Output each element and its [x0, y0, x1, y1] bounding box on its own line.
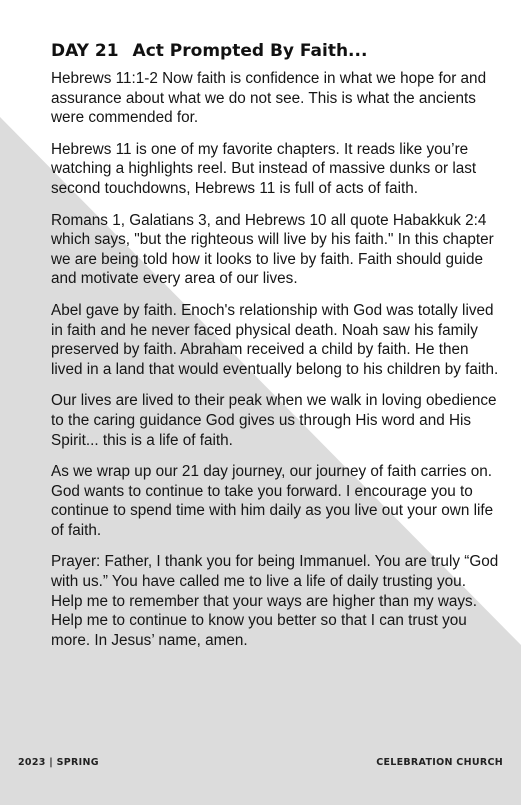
day-label: DAY 21	[51, 41, 119, 61]
paragraph-prayer: Prayer: Father, I thank you for being Immanuel. You are truly “God with us.” You have called me to live a life of daily trusting you. Help me to remember that your ways are higher than my ways. Help me to continue to know you better so that I can trust you more. In Jesus’ name, amen.	[51, 553, 499, 649]
paragraph-examples-of-faith: Abel gave by faith. Enoch's relationship with God was totally lived in faith and he never faced physical death. Noah saw his family preserved by faith. Abraham received a child by faith. He then lived in a land that would eventually belong to his children by faith.	[51, 301, 499, 378]
paragraph-habakkuk: Romans 1, Galatians 3, and Hebrews 10 all quote Habakkuk 2:4 which says, "but the righteous will live by his faith." In this chapter we are being told how it looks to live by faith. Faith should guide and motivate every area of our lives.	[51, 211, 494, 288]
title-text: Act Prompted By Faith...	[132, 41, 368, 61]
paragraph-scripture: Hebrews 11:1-2 Now faith is confidence in what we hope for and assurance about what we do not see. This is what the ancients were commended for.	[51, 70, 487, 127]
devotional-content	[51, 40, 501, 662]
paragraph-favorite-chapter: Hebrews 11 is one of my favorite chapters. It reads like you’re watching a highlights reel. But instead of massive dunks or last second touchdowns, Hebrews 11 is full of acts of faith.	[51, 140, 477, 197]
footer-season: 2023 | SPRING	[18, 757, 99, 768]
paragraph-journey: As we wrap up our 21 day journey, our journey of faith carries on. God wants to continue to take you forward. I encourage you to continue to spend time with him daily as you live out your own life of faith.	[51, 463, 494, 539]
footer-church-name: CELEBRATION CHURCH	[376, 757, 503, 768]
paragraph-life-of-faith: Our lives are lived to their peak when we walk in loving obedience to the caring guidance God gives us through His word and His Spirit... this is a life of faith.	[51, 392, 497, 449]
page-title	[51, 40, 501, 62]
